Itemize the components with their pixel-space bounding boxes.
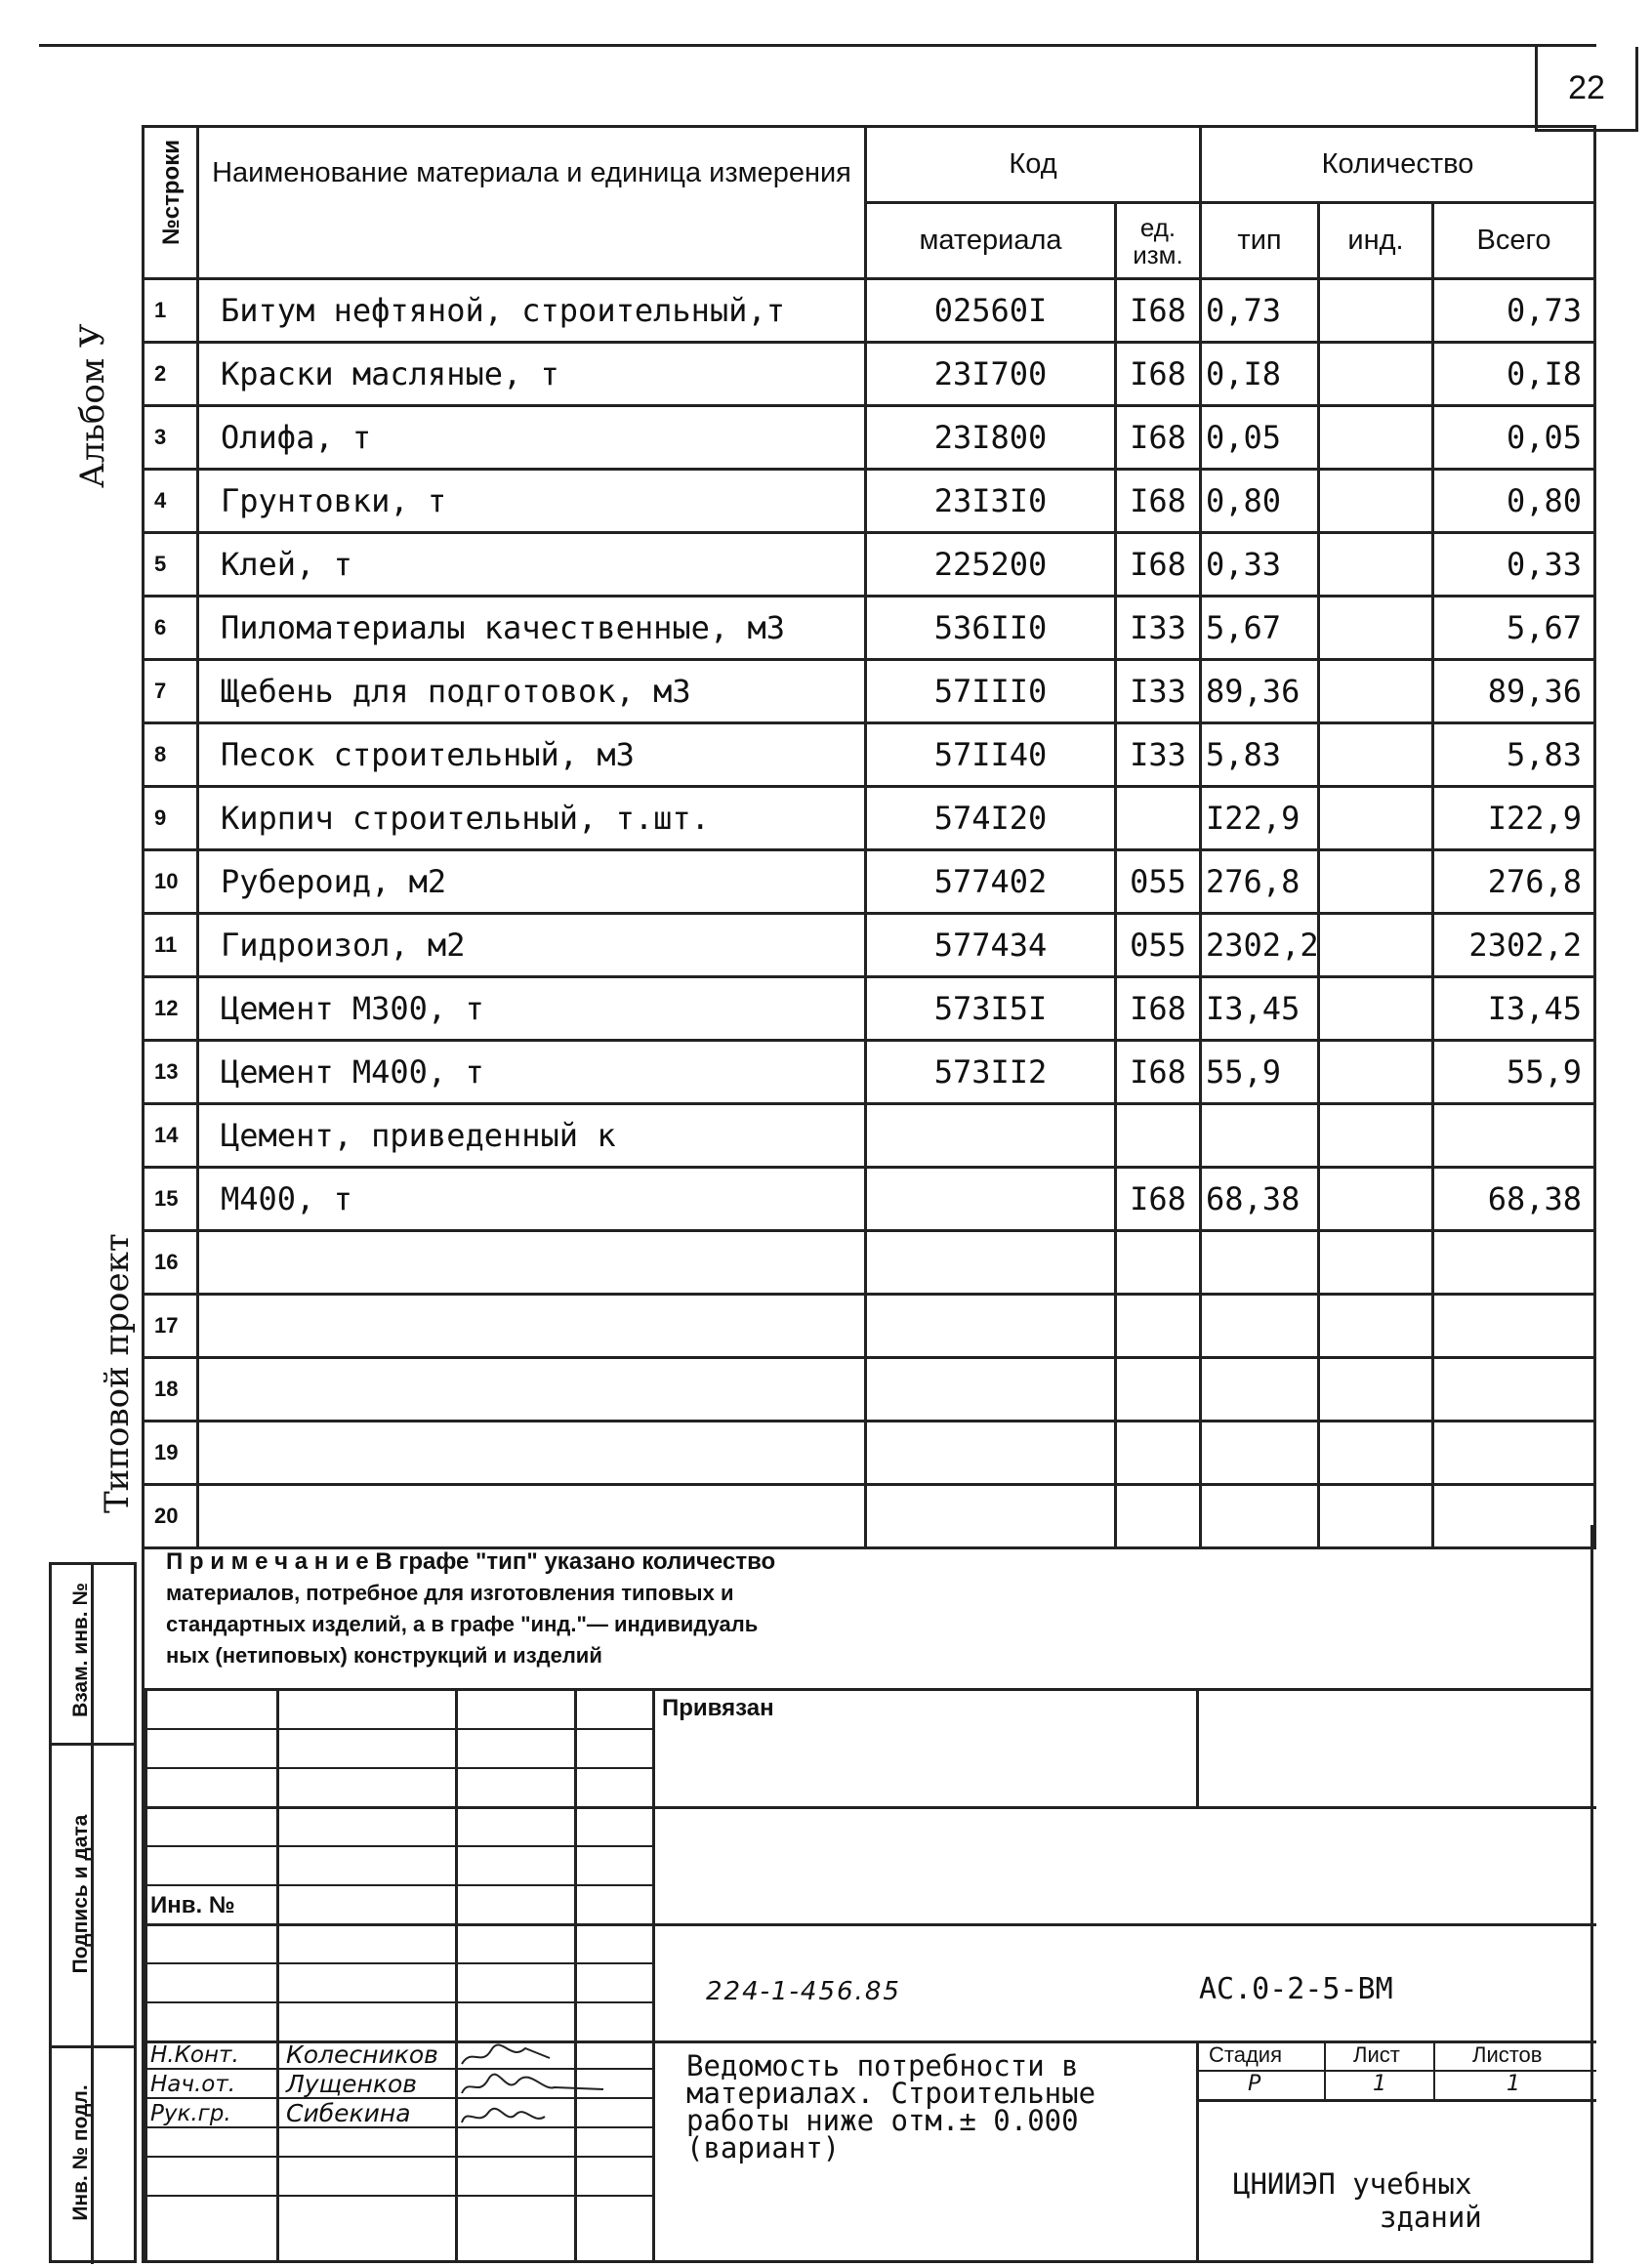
material-name: Кирпич строительный, т.шт. [198,787,866,850]
qty-total: I3,45 [1433,977,1595,1041]
materials-table [142,125,1596,1549]
row-number: 12 [144,977,198,1041]
qty-ind [1319,787,1433,850]
unit-code [1116,1358,1201,1422]
table-row [144,660,1595,723]
table-row [144,977,1595,1041]
qty-ind [1319,1231,1433,1295]
stamp-label-vzam: Взам. инв. № [69,1583,92,1717]
qty-type [1201,1231,1319,1295]
header-code-unit: ед. изм. [1116,203,1201,279]
left-stamp-strip [49,1562,137,2263]
qty-type: 5,67 [1201,597,1319,660]
stage-value: Р [1248,2072,1261,2096]
material-code [866,1231,1116,1295]
unit-code: I68 [1116,977,1201,1041]
unit-code: I68 [1116,533,1201,597]
qty-ind [1319,723,1433,787]
table-row [144,1168,1595,1231]
table-row [144,850,1595,914]
table-row [144,1358,1595,1422]
table-row [144,1041,1595,1104]
name-lushchenkov: Лущенков [286,2070,417,2098]
unit-code: 055 [1116,914,1201,977]
table-row [144,343,1595,406]
stage-label: Стадия [1209,2042,1282,2067]
row-number: 5 [144,533,198,597]
table-row [144,533,1595,597]
qty-total: 68,38 [1433,1168,1595,1231]
material-code: 577402 [866,850,1116,914]
row-number: 3 [144,406,198,470]
header-qty-type: тип [1201,203,1319,279]
header-name: Наименование материала и единица измерения [198,127,866,279]
qty-type: 0,I8 [1201,343,1319,406]
unit-code [1116,1295,1201,1358]
qty-total [1433,1231,1595,1295]
row-number: 9 [144,787,198,850]
qty-ind [1319,914,1433,977]
qty-ind [1319,279,1433,343]
inv-number-label: Инв. № [150,1892,235,1918]
qty-type: 276,8 [1201,850,1319,914]
qty-total: I22,9 [1433,787,1595,850]
qty-type: 0,73 [1201,279,1319,343]
row-number: 17 [144,1295,198,1358]
qty-type [1201,1422,1319,1485]
material-name: Песок строительный, м3 [198,723,866,787]
table-row [144,279,1595,343]
table-row [144,723,1595,787]
row-number: 19 [144,1422,198,1485]
material-name: М400, т [198,1168,866,1231]
qty-ind [1319,1041,1433,1104]
privyazan-label: Привязан [662,1695,774,1721]
table-row [144,406,1595,470]
qty-total: 89,36 [1433,660,1595,723]
unit-code [1116,1422,1201,1485]
qty-total: 0,I8 [1433,343,1595,406]
material-name [198,1358,866,1422]
material-code [866,1422,1116,1485]
qty-total: 55,9 [1433,1041,1595,1104]
material-name: Олифа, т [198,406,866,470]
title-block [142,1689,1593,2263]
header-qty-ind: инд. [1319,203,1433,279]
sheet-label: Лист [1353,2042,1400,2067]
table-row [144,1104,1595,1168]
qty-total [1433,1104,1595,1168]
material-code [866,1358,1116,1422]
qty-total [1433,1358,1595,1422]
unit-code [1116,1231,1201,1295]
row-number: 8 [144,723,198,787]
unit-code: I33 [1116,597,1201,660]
table-row [144,1295,1595,1358]
header-row-number: №строки [144,127,198,279]
header-qty-total: Всего [1433,203,1595,279]
qty-type [1201,1295,1319,1358]
qty-ind [1319,470,1433,533]
material-code [866,1104,1116,1168]
sheets-value: 1 [1507,2072,1520,2096]
material-code: 02560I [866,279,1116,343]
unit-code [1116,1104,1201,1168]
qty-total: 0,05 [1433,406,1595,470]
qty-ind [1319,597,1433,660]
qty-type: 0,80 [1201,470,1319,533]
qty-ind [1319,1295,1433,1358]
role-n-kont: Н.Конт. [150,2042,239,2068]
row-number: 4 [144,470,198,533]
material-name: Клей, т [198,533,866,597]
unit-code: 055 [1116,850,1201,914]
stamp-label-sign: Подпись и дата [69,1814,92,1974]
material-code: 574I20 [866,787,1116,850]
qty-total: 0,73 [1433,279,1595,343]
row-number: 11 [144,914,198,977]
material-code: 577434 [866,914,1116,977]
material-name: Цемент, приведенный к [198,1104,866,1168]
unit-code: I68 [1116,279,1201,343]
qty-type: I3,45 [1201,977,1319,1041]
note-box [142,1525,1593,1691]
material-name [198,1295,866,1358]
material-code: 23I800 [866,406,1116,470]
note-text: П р и м е ч а н и е В графе "тип" указано количество материалов, потребное для изготовления типовых и стандартных изделий, а в графе "инд."— индивидуаль ных (нетиповых) конструкций и изделий [166,1548,776,1668]
row-number: 6 [144,597,198,660]
material-name: Гидроизол, м2 [198,914,866,977]
unit-code: I68 [1116,406,1201,470]
table-row [144,1231,1595,1295]
material-code: 23I3I0 [866,470,1116,533]
material-name: Грунтовки, т [198,470,866,533]
row-number: 7 [144,660,198,723]
material-code: 57III0 [866,660,1116,723]
qty-type: 68,38 [1201,1168,1319,1231]
unit-code: I33 [1116,660,1201,723]
qty-total: 0,33 [1433,533,1595,597]
qty-type [1201,1104,1319,1168]
unit-code: I68 [1116,343,1201,406]
material-code: 573II2 [866,1041,1116,1104]
sheets-label: Листов [1472,2042,1543,2067]
material-name: Цемент М400, т [198,1041,866,1104]
unit-code: I68 [1116,470,1201,533]
sheet-value: 1 [1373,2072,1386,2096]
material-name: Пиломатериалы качественные, м3 [198,597,866,660]
qty-ind [1319,850,1433,914]
qty-total: 5,67 [1433,597,1595,660]
qty-type [1201,1358,1319,1422]
material-code: 57II40 [866,723,1116,787]
qty-type: 2302,2 [1201,914,1319,977]
qty-ind [1319,343,1433,406]
material-code: 536II0 [866,597,1116,660]
table-row [144,914,1595,977]
qty-total: 0,80 [1433,470,1595,533]
qty-ind [1319,1104,1433,1168]
qty-type: 5,83 [1201,723,1319,787]
unit-code: I33 [1116,723,1201,787]
material-name: Битум нефтяной, строительный,т [198,279,866,343]
material-code: 23I700 [866,343,1116,406]
qty-ind [1319,660,1433,723]
qty-ind [1319,977,1433,1041]
qty-ind [1319,1358,1433,1422]
signatures [457,2042,633,2140]
stamp-label-inv-podl: Инв. № подл. [69,2084,92,2221]
material-code [866,1295,1116,1358]
unit-code: I68 [1116,1168,1201,1231]
organization: ЦНИИЭП учебных зданий [1233,2167,1482,2234]
qty-total: 5,83 [1433,723,1595,787]
table-row [144,470,1595,533]
qty-ind [1319,1168,1433,1231]
material-name: Рубероид, м2 [198,850,866,914]
row-number: 13 [144,1041,198,1104]
qty-ind [1319,533,1433,597]
project-ref-number: 224-1-456.85 [706,1977,901,2006]
material-name [198,1231,866,1295]
qty-type: 0,33 [1201,533,1319,597]
row-number: 18 [144,1358,198,1422]
material-name: Краски масляные, т [198,343,866,406]
name-kolesnikov: Колесников [286,2040,438,2069]
doc-title: Ведомость потребности в материалах. Строительные работы ниже отм.± 0.000 (вариант) [686,2049,1096,2164]
material-name [198,1422,866,1485]
role-ruk-gr: Рук.гр. [150,2101,231,2126]
side-label-album: Альбом У [73,323,112,488]
row-number: 20 [144,1485,198,1548]
row-number: 15 [144,1168,198,1231]
qty-ind [1319,1422,1433,1485]
qty-type: I22,9 [1201,787,1319,850]
qty-total [1433,1422,1595,1485]
material-code: 225200 [866,533,1116,597]
material-name: Цемент М300, т [198,977,866,1041]
table-row [144,787,1595,850]
designation-code: АС.0-2-5-ВМ [1199,1972,1393,2006]
unit-code [1116,787,1201,850]
row-number: 1 [144,279,198,343]
row-number: 2 [144,343,198,406]
row-number: 16 [144,1231,198,1295]
table-row [144,1422,1595,1485]
header-quantity: Количество [1201,127,1595,203]
qty-ind [1319,406,1433,470]
page-number: 22 [1535,47,1638,132]
header-code-material: материала [866,203,1116,279]
qty-total [1433,1295,1595,1358]
row-number: 10 [144,850,198,914]
name-sibekina: Сибекина [286,2099,411,2127]
unit-code: I68 [1116,1041,1201,1104]
qty-type: 55,9 [1201,1041,1319,1104]
material-code [866,1168,1116,1231]
qty-type: 89,36 [1201,660,1319,723]
header-code: Код [866,127,1201,203]
top-rule [39,44,1596,47]
qty-type: 0,05 [1201,406,1319,470]
material-code: 573I5I [866,977,1116,1041]
material-name: Щебень для подготовок, м3 [198,660,866,723]
role-nach-ot: Нач.от. [150,2072,236,2097]
qty-total: 2302,2 [1433,914,1595,977]
qty-total: 276,8 [1433,850,1595,914]
side-label-project: Типовой проект [98,1233,137,1513]
table-row [144,597,1595,660]
row-number: 14 [144,1104,198,1168]
